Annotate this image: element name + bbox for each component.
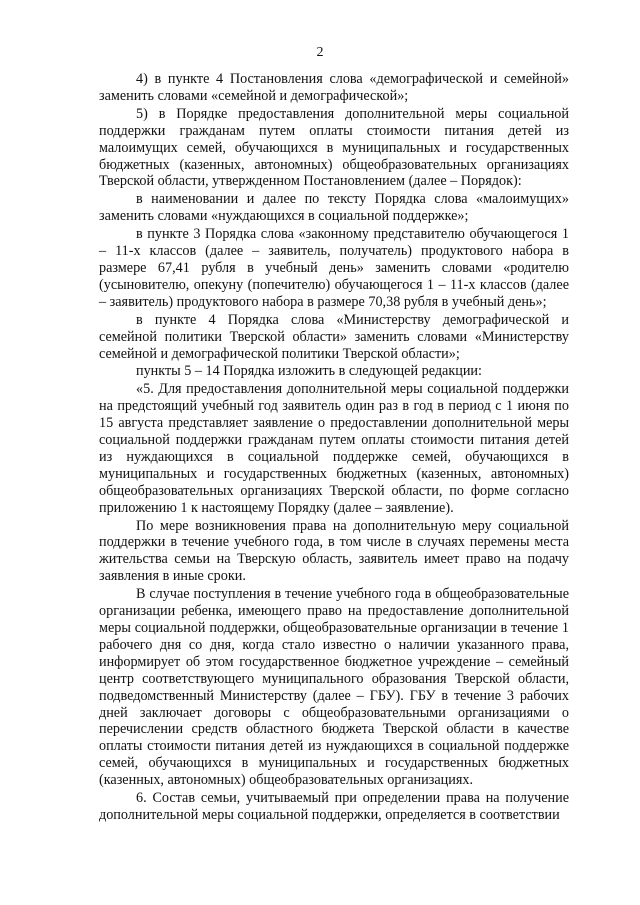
paragraph-new-point-5: «5. Для предоставления дополнительной меры социальной поддержки на предстоящий учебный год заявитель один раз в год в период с 1 июня по 15 августа представляет заявление о предоставлении дополнительной меры социальной поддержки гражданам путем оплаты стоимости питания детей из нуждающихся в социальной поддержке семей, обучающихся в муниципальных и государственных бюджетных (казенных, автономных) общеобразовательных организациях Тверской области, по форме согласно приложению 1 к настоящему Порядку (далее – заявление). [99,381,569,516]
paragraph-item-4: 4) в пункте 4 Постановления слова «демографической и семейной» заменить словами «семейной и демографической»; [99,71,569,104]
page-number: 2 [316,45,324,60]
paragraph-item-5-order: 5) в Порядке предоставления дополнительной меры социальной поддержки гражданам путем оплаты стоимости питания детей из малоимущих семей, обучающихся в муниципальных и государственных бюджетных (казенных, автономных) общеобразовательных организациях Тверской области, утвержденном Постановлением (далее – Порядок): [99,105,569,190]
paragraph-title-change: в наименовании и далее по тексту Порядка слова «малоимущих» заменить словами «нуждающихся в социальной поддержке»; [99,191,569,225]
paragraph-point-3-change: в пункте 3 Порядка слова «законному представителю обучающегося 1 – 11-х классов (далее – заявитель, получатель) продуктового набора в размере 67,41 рубля в учебный день» заменить словами «родителю (усыновителю, опекуну (попечителю) обучающегося 1 – 11-х классов (далее – заявитель) продуктового набора в размере 70,38 рубля в учебный день»; [99,226,569,310]
paragraph-points-5-14-intro: пункты 5 – 14 Порядка изложить в следующей редакции: [136,363,482,380]
paragraph-right-to-apply: По мере возникновения права на дополнительную меру социальной поддержки в течение учебного года, в том числе в случаях перемены места жительства семьи на Тверскую область, заявитель имеет право на подачу заявления в иные сроки. [99,517,569,585]
paragraph-new-point-6: 6. Состав семьи, учитываемый при определении права на получение дополнительной меры социальной поддержки, определяется в соответствии [99,790,569,823]
paragraph-point-4-change: в пункте 4 Порядка слова «Министерству демографической и семейной политики Тверской области» заменить словами «Министерству семейной и демографической политики Тверской области»; [99,311,569,362]
paragraph-school-admission: В случае поступления в течение учебного года в общеобразовательные организации ребенка, имеющего право на предоставление дополнительной меры социальной поддержки, общеобразовательные организации в течение 1 рабочего дня со дня, когда стало известно о наличии указанного права, информирует об этом государственное бюджетное учреждение – семейный центр соответствующего муниципального образования Тверской области, подведомственный Министерству (далее – ГБУ). ГБУ в течение 3 рабочих дней заключает договоры с общеобразовательными организациями о перечислении средств областного бюджета Тверской области в качестве оплаты стоимости питания детей из нуждающихся в социальной поддержке семей, обучающихся в муниципальных и государственных бюджетных (казенных, автономных) общеобразовательных организациях. [99,586,569,789]
document-body [99,71,569,824]
